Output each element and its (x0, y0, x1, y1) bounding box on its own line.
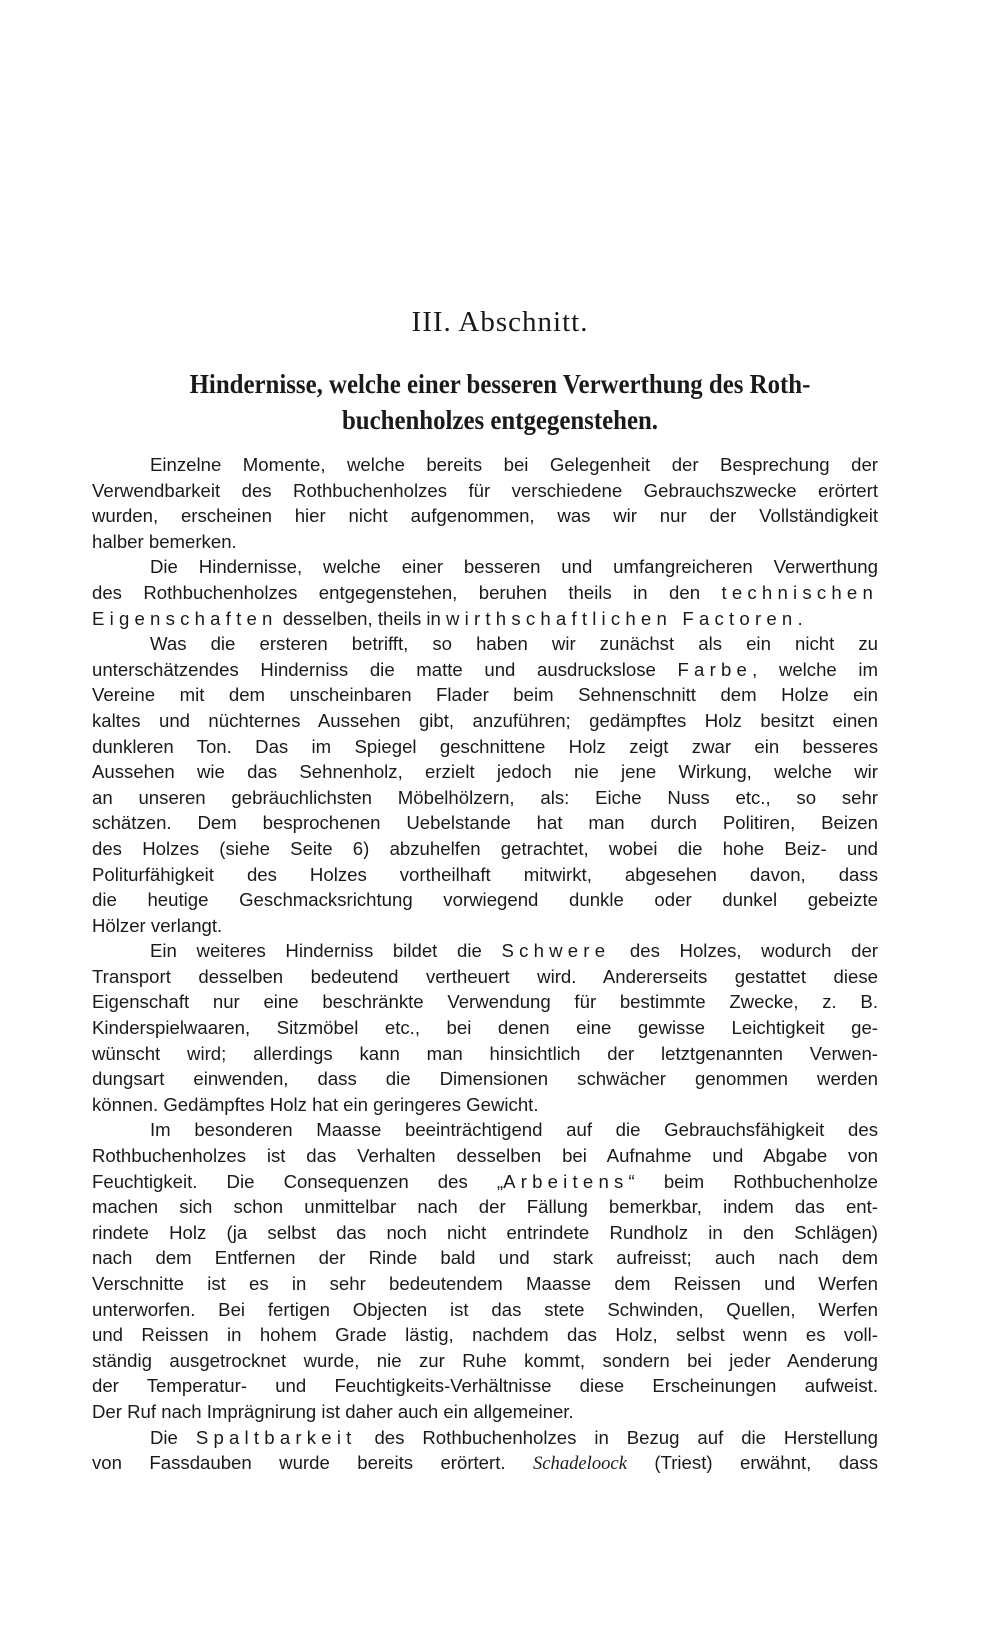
text-line (92, 785, 878, 811)
chapter-title-line-2: buchenholzes entgegenstehen. (341, 405, 659, 435)
section-heading: III. Abschnitt. (411, 306, 589, 338)
text-segment: Ein weiteres Hinderniss bildet die (150, 940, 502, 962)
text-segment: desselben, theils in (277, 607, 447, 629)
text-segment: Hölzer verlangt. (92, 914, 223, 936)
text-line (92, 1220, 878, 1246)
text-line (92, 580, 878, 606)
body-text (92, 452, 878, 1476)
text-line (92, 1066, 878, 1092)
text-segment: Die (150, 1426, 196, 1448)
text-line (92, 1348, 878, 1374)
text-segment: kaltes und nüchternes Aussehen gibt, anzuführen; gedämpftes Holz besitzt einen (92, 709, 878, 731)
chapter-title (132, 366, 868, 438)
text-line (92, 1245, 878, 1271)
text-line (92, 759, 878, 785)
text-line (92, 938, 878, 964)
text-segment: Der Ruf nach Imprägnirung ist daher auch ein allgemeiner. (92, 1400, 574, 1422)
text-segment: Was die ersteren betrifft, so haben wir zunächst als ein nicht zu (150, 633, 878, 655)
text-line (92, 1373, 878, 1399)
text-line (92, 631, 878, 657)
text-segment: Einzelne Momente, welche bereits bei Gelegenheit der Besprechung der (150, 454, 878, 475)
text-segment: des Rothbuchenholzes entgegenstehen, beruhen theils in den (92, 581, 722, 603)
text-line (92, 964, 878, 990)
text-segment: unterschätzendes Hinderniss die matte und ausdruckslose (92, 658, 678, 680)
text-line (92, 734, 878, 760)
text-segment: des Holzes (siehe Seite 6) abzuhelfen getrachtet, wobei die hohe Beiz- und (92, 837, 878, 859)
text-segment: Vereine mit dem unscheinbaren Flader beim Sehnenschnitt dem Holze ein (92, 684, 878, 706)
text-line (92, 1143, 878, 1169)
text-segment: wurden, erscheinen hier nicht aufgenommen, was wir nur der Vollständigkeit (92, 505, 878, 527)
text-segment: des Holzes, wodurch der (610, 940, 878, 962)
text-line (92, 503, 878, 529)
emphasized-term: Schwere (501, 940, 611, 962)
text-segment: , welche im (752, 658, 878, 680)
text-line (92, 836, 878, 862)
text-segment: nach dem Entfernen der Rinde bald und stark aufreisst; auch nach dem (92, 1247, 878, 1269)
text-segment: und Reissen in hohem Grade lästig, nachdem das Holz, selbst wenn es voll- (92, 1324, 878, 1346)
text-line (92, 1194, 878, 1220)
text-segment: unterworfen. Bei fertigen Objecten ist das stete Schwinden, Quellen, Werfen (92, 1298, 878, 1320)
text-line (92, 1297, 878, 1323)
text-line (92, 606, 878, 632)
text-segment: Die Hindernisse, welche einer besseren und umfangreicheren Verwerthung (150, 556, 878, 578)
text-segment: rindete Holz (ja selbst das noch nicht entrindete Rundholz in den Schlägen) (92, 1221, 878, 1243)
text-segment: Verwendbarkeit des Rothbuchenholzes für verschiedene Gebrauchszwecke erörtert (92, 479, 878, 501)
text-segment: . (797, 607, 803, 629)
text-segment: Im besonderen Maasse beeinträchtigend auf die Gebrauchsfähigkeit des (150, 1119, 878, 1141)
text-segment: Aussehen wie das Sehnenholz, erzielt jedoch nie jene Wirkung, welche wir (92, 761, 878, 783)
emphasized-term: Spaltbarkeit (195, 1426, 357, 1448)
text-line (92, 887, 878, 913)
text-line (92, 554, 878, 580)
text-segment: machen sich schon unmittelbar nach der Fällung bemerkbar, indem das ent- (92, 1196, 878, 1218)
text-line (92, 1450, 878, 1476)
text-segment: wünscht wird; allerdings kann man hinsichtlich der letztgenannten Verwen- (92, 1042, 878, 1064)
chapter-title-line-1: Hindernisse, welche einer besseren Verwerthung des Roth- (189, 369, 811, 399)
text-line (92, 657, 878, 683)
emphasized-term: Farbe (677, 658, 753, 680)
text-line (92, 708, 878, 734)
text-segment: “ beim Rothbuchenholze (628, 1170, 878, 1192)
text-line (92, 862, 878, 888)
text-line (92, 478, 878, 504)
text-line (92, 1169, 878, 1195)
text-line (92, 682, 878, 708)
text-line (92, 1399, 878, 1425)
text-segment: Eigenschaft nur eine beschränkte Verwendung für bestimmte Zwecke, z. B. (92, 991, 878, 1013)
text-segment: Rothbuchenholzes ist das Verhalten desselben bei Aufnahme und Abgabe von (92, 1145, 878, 1167)
text-segment: Verschnitte ist es in sehr bedeutendem Maasse dem Reissen und Werfen (92, 1273, 878, 1294)
text-segment: des Rothbuchenholzes in Bezug auf die Herstellung (356, 1426, 878, 1448)
emphasized-term: Eigenschaften (92, 607, 278, 629)
text-segment: dunkleren Ton. Das im Spiegel geschnittene Holz zeigt zwar ein besseres (92, 735, 878, 757)
text-line (92, 1092, 878, 1118)
text-segment: schätzen. Dem besprochenen Uebelstande hat man durch Politiren, Beizen (92, 812, 878, 834)
text-line (92, 1322, 878, 1348)
text-segment: dungsart einwenden, dass die Dimensionen schwächer genommen werden (92, 1068, 878, 1090)
text-line (92, 1117, 878, 1143)
text-segment: ständig ausgetrocknet wurde, nie zur Ruhe kommt, sondern bei jeder Aenderung (92, 1349, 878, 1371)
emphasized-term: technischen (721, 581, 878, 603)
text-segment: von Fassdauben wurde bereits erörtert. (92, 1452, 533, 1474)
text-line (92, 529, 878, 555)
text-segment: die heutige Geschmacksrichtung vorwiegend dunkle oder dunkel gebeizte (92, 889, 878, 911)
emphasized-term: Arbeitens (503, 1170, 629, 1192)
text-line (92, 452, 878, 478)
text-segment: Kinderspielwaaren, Sitzmöbel etc., bei denen eine gewisse Leichtigkeit ge- (92, 1017, 878, 1039)
text-segment: (Triest) erwähnt, dass (626, 1452, 878, 1474)
text-line (92, 913, 878, 939)
text-segment: Politurfähigkeit des Holzes vortheilhaft mitwirkt, abgesehen davon, dass (92, 863, 878, 885)
text-line (92, 1271, 878, 1297)
emphasized-term: wirthschaftlichen Factoren (446, 607, 798, 629)
text-line (92, 1041, 878, 1067)
text-line (92, 989, 878, 1015)
text-segment: Transport desselben bedeutend vertheuert wird. Andererseits gestattet diese (92, 965, 878, 987)
text-line (92, 1015, 878, 1041)
text-segment: halber bemerken. (92, 530, 237, 552)
text-segment: Feuchtigkeit. Die Consequenzen des „ (92, 1170, 504, 1192)
text-segment: an unseren gebräuchlichsten Möbelhölzern, als: Eiche Nuss etc., so sehr (92, 786, 878, 808)
cited-name: Schadeloock (532, 1453, 627, 1475)
text-line (92, 810, 878, 836)
text-segment: der Temperatur- und Feuchtigkeits-Verhältnisse diese Erscheinungen aufweist. (92, 1375, 878, 1397)
text-line (92, 1425, 878, 1451)
text-segment: können. Gedämpftes Holz hat ein geringeres Gewicht. (92, 1093, 539, 1115)
